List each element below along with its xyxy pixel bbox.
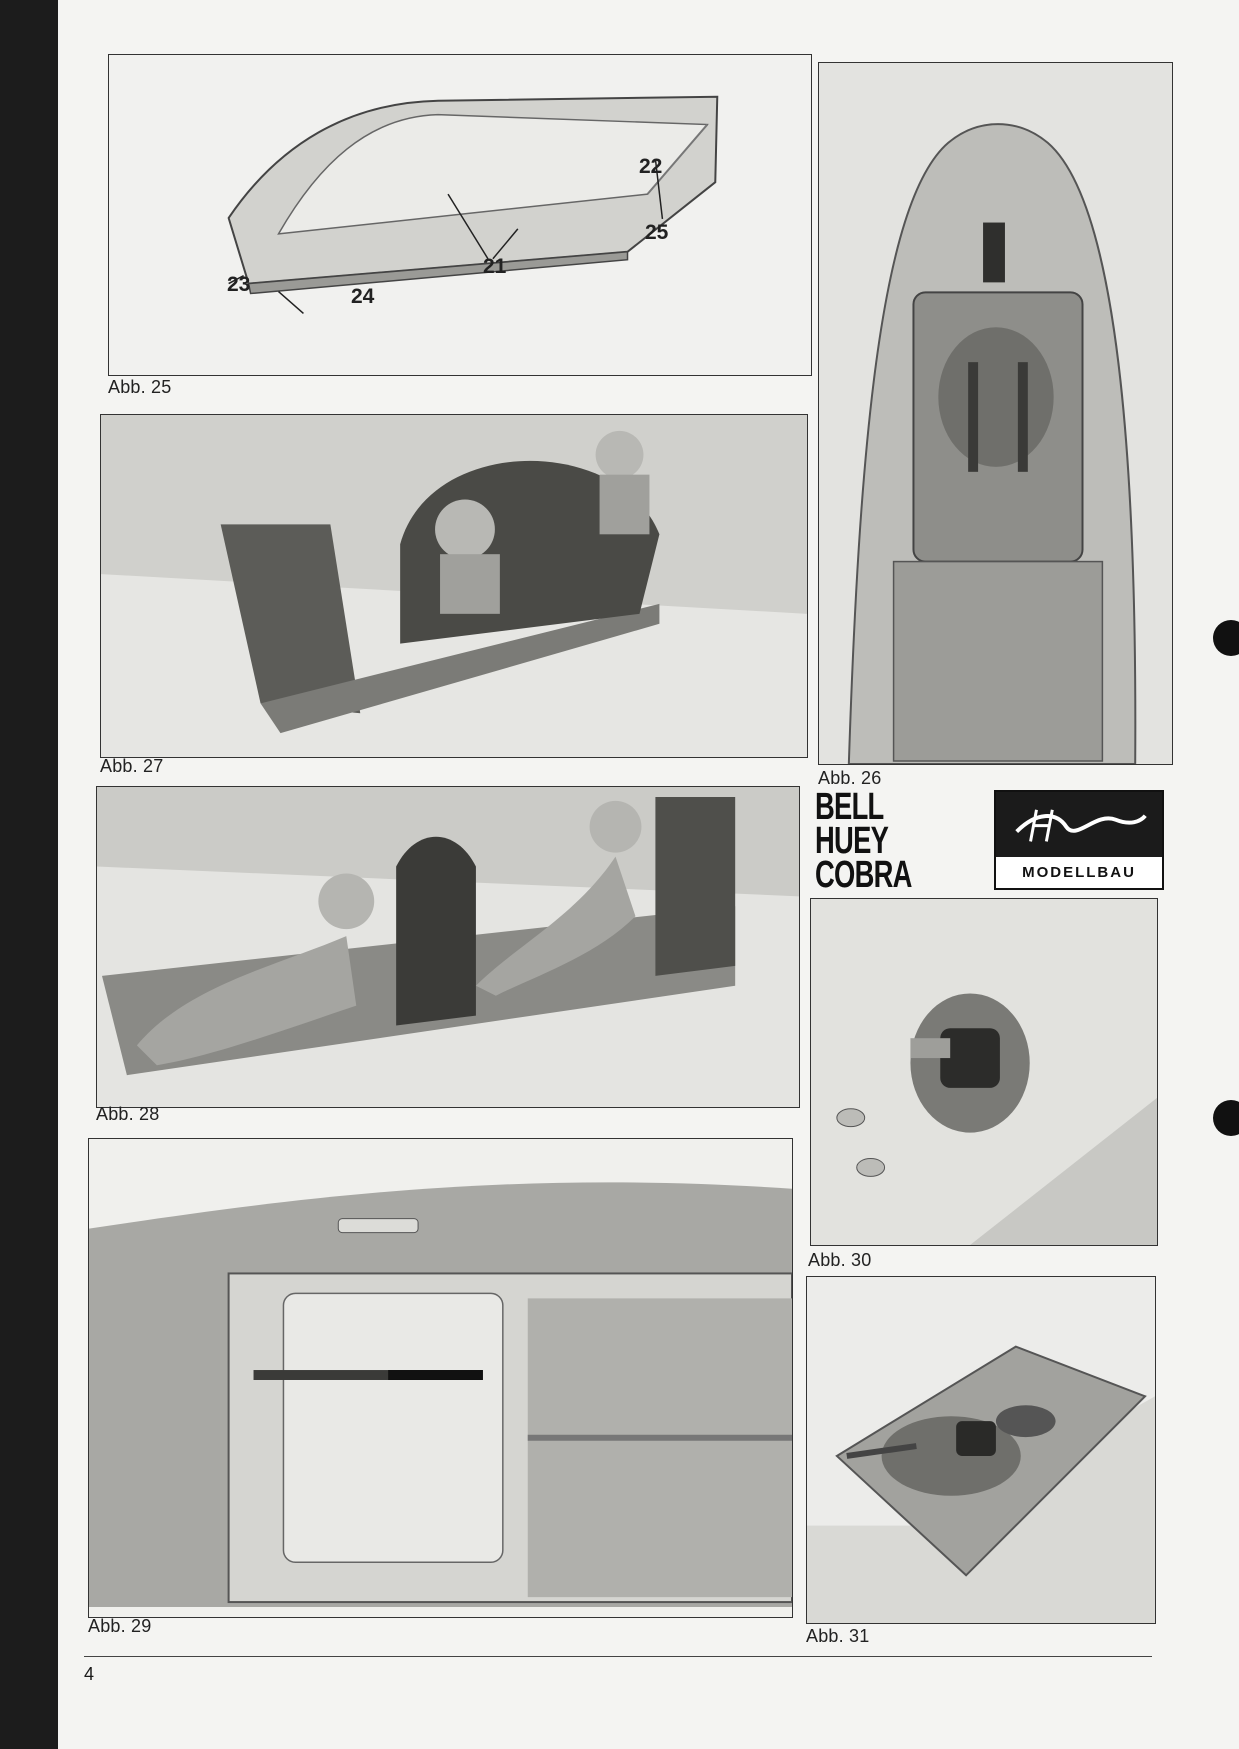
caption-abb25: Abb. 25 xyxy=(108,377,172,397)
caption-abb30: Abb. 30 xyxy=(808,1250,872,1270)
binding-strip xyxy=(0,0,58,1749)
hatch-photo xyxy=(807,1277,1155,1623)
figure-abb30-mechanism xyxy=(810,898,1158,1246)
figure-abb26-fuselage-top xyxy=(818,62,1173,765)
logo-script-area xyxy=(996,792,1162,857)
figure-abb31-hatch xyxy=(806,1276,1156,1624)
fuselage-top-photo xyxy=(819,63,1172,764)
footer-rule xyxy=(84,1656,1152,1657)
figure-abb29-fuselage-interior xyxy=(88,1138,793,1618)
punch-hole xyxy=(1213,620,1239,656)
callout-21: 21 xyxy=(483,255,507,278)
product-line-2: HUEY xyxy=(815,820,889,862)
fuselage-interior-photo xyxy=(89,1139,792,1617)
cockpit-photo xyxy=(101,415,807,757)
product-line-1: BELL xyxy=(815,786,884,828)
figure-abb27-cockpit xyxy=(100,414,808,758)
caption-abb28: Abb. 28 xyxy=(96,1104,160,1124)
logo-script-swash xyxy=(996,792,1162,857)
canopy-illustration xyxy=(109,55,811,375)
figure-abb28-tandem-cockpit xyxy=(96,786,800,1108)
product-line-3: COBRA xyxy=(815,854,912,896)
page-number: 4 xyxy=(84,1664,95,1684)
product-name xyxy=(815,786,912,896)
punch-hole xyxy=(1213,1100,1239,1136)
mechanism-photo xyxy=(811,899,1157,1245)
caption-abb29: Abb. 29 xyxy=(88,1616,152,1636)
caption-abb31: Abb. 31 xyxy=(806,1626,870,1646)
caption-abb26: Abb. 26 xyxy=(818,768,882,788)
callout-22: 22 xyxy=(639,155,663,178)
callout-25: 25 xyxy=(645,221,669,244)
callout-24: 24 xyxy=(351,285,375,308)
caption-abb27: Abb. 27 xyxy=(100,756,164,776)
tandem-cockpit-photo xyxy=(97,787,799,1107)
figure-abb25-canopy xyxy=(108,54,812,376)
logo-subtitle: MODELLBAU xyxy=(1022,864,1136,882)
hegi-logo xyxy=(994,790,1164,890)
callout-23: 23 xyxy=(227,273,251,296)
